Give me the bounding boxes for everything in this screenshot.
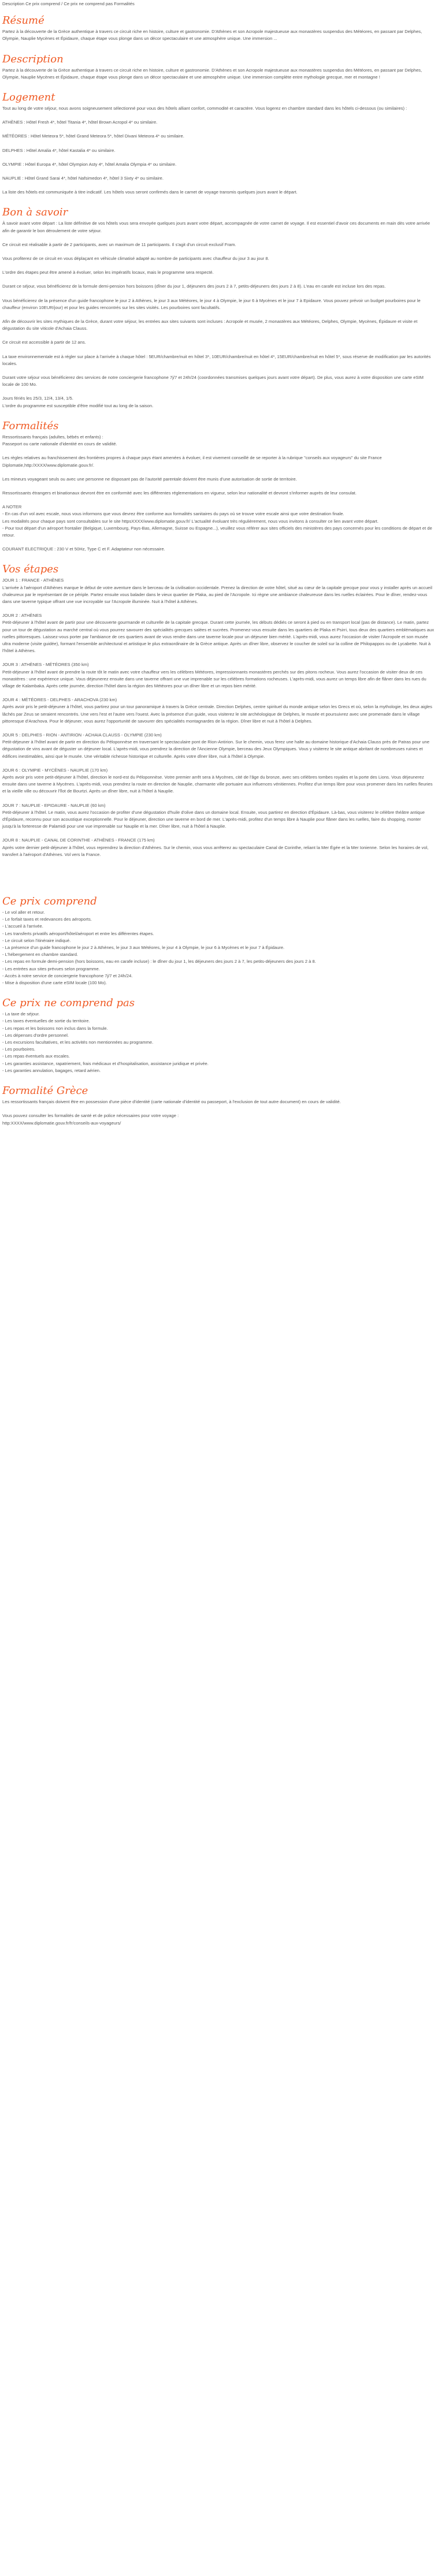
- description-text: Partez à la découverte de la Grèce authentique à travers ce circuit riche en histoire, culture et gastronomie. D'Athènes et son Acropole majestueuse aux monastères suspendus des Météores, en passant par Delphes, Olympie, Nauplie Mycènes et Épidaure, chaque étape vous plonge dans un décor spectaculaire et une atmosphère unique. Une immersion complète entre mythologie grecque, mer et montagne !: [2, 67, 422, 80]
- bon-a-savoir-paragraph-11: Jours fériés les 25/3, 12/4, 13/4, 1/5. L'ordre du programme est susceptible d'être modifié tout au long de la saison.: [2, 396, 154, 408]
- inclusion-item: - Le forfait taxes et redevances des aéroports.: [2, 917, 92, 922]
- itinerary-day-6: [2, 767, 436, 795]
- hotel-olympie: OLYMPIE : Hôtel Europa 4*, hôtel Olympion Asty 4*, hôtel Amalia Olympia 4* ou similaire.: [2, 161, 177, 167]
- hotel-nauplie: NAUPLIE : Hôtel Grand Sarai 4*, hôtel Nafsimedon 4*, hôtel 3 Sixty 4* ou similaire.: [2, 176, 164, 181]
- itinerary-day-2: [2, 612, 436, 654]
- hotel-meteores: MÉTÉORES : Hôtel Meteora 5*, hôtel Grand Meteora 5*, hôtel Divani Meteora 4* ou similaire.: [2, 133, 184, 139]
- etapes-heading: Vos étapes: [2, 563, 59, 576]
- logement-footer: La liste des hôtels est communiquée à titre indicatif. Les hôtels vous seront confirmés dans le carnet de voyage transmis quelques jours avant le départ.: [2, 189, 298, 195]
- logement-section: [2, 91, 436, 196]
- exclusion-item: - Les taxes éventuelles de sortie du territoire.: [2, 1018, 90, 1024]
- formalites-paragraph-6: COURANT ELECTRIQUE : 230 V et 50Hz, Type C et F. Adaptateur non nécessaire.: [2, 546, 165, 552]
- comprend-section: [2, 895, 436, 987]
- inclusion-item: - L'hébergement en chambre standard.: [2, 952, 79, 958]
- etapes-section: [2, 563, 436, 858]
- bon-a-savoir-paragraph-4: L'ordre des étapes peut être amené à évoluer, selon les impératifs locaux, mais le programme sera respecté.: [2, 270, 214, 276]
- formalites-section: [2, 420, 436, 553]
- bon-a-savoir-paragraph-5: Durant ce séjour, vous bénéficierez de la formule demi-pension hors boissons (dîner du jour 1, déjeuners des jours 2 à 7, petits-déjeuners des jours 2 à 8). L'eau en carafe est incluse lors des repas.: [2, 284, 386, 289]
- itinerary-day-5: [2, 732, 436, 760]
- itinerary-day-7: [2, 802, 436, 831]
- bon-a-savoir-section: [2, 206, 436, 409]
- resume-text: Partez à la découverte de la Grèce authentique à travers ce circuit riche en histoire, culture et gastronomie. D'Athènes et son Acropole majestueuse aux monastères suspendus des Météores, en passant par Delphes, Olympie, Nauplie Mycènes et Épidaure, chaque étape vous plonge dans un décor spectaculaire et une atmosphère unique. Une immersion ...: [2, 29, 422, 42]
- exclusion-item: - Les pourboires.: [2, 1047, 35, 1052]
- inclusion-item: - Mise à disposition d'une carte eSIM locale (100 Mo).: [2, 980, 107, 986]
- inclusion-item: - Les repas en formule demi-pension (hors boissons, eau en carafe incluse) : le dîner du jour 1, les déjeuners des jours 2 à 7, les petits-déjeuners des jours 2 à 8.: [2, 959, 316, 965]
- inclusion-item: - Le circuit selon l'itinéraire indiqué.: [2, 937, 71, 943]
- bon-a-savoir-paragraph-6: Vous bénéficierez de la présence d'un guide francophone le jour 2 à Athènes, le jour 3 aux Météores, le jour 4 à Olympie, le jour 6 à Mycènes et le jour 7 à Epidaure. Vous pouvez prévoir un budget pourboires pour le chauffeur (environ 10EUR/jour) et pour les guides rencontrés sur les sites visités. Les pourboires sont facultatifs.: [2, 297, 421, 310]
- resume-section: [2, 14, 436, 42]
- itinerary-day-8: [2, 837, 436, 858]
- itinerary-day-4: [2, 697, 436, 725]
- formalites-paragraph-2: Les règles relatives au franchissement des frontières propres à chaque pays étant amenées à évoluer, il est vivement conseillé de se reporter à la rubrique "conseils aux voyageurs" du site France Diplomatie,http:/XXXX/www.diplomatie.gouv.fr/.: [2, 455, 382, 468]
- description-section: [2, 53, 436, 81]
- day-text: Petit-déjeuner à l'hôtel. Le matin, vous aurez l'occasion de profiter d'une dégustation d'huile d'olive dans un domaine local. Ensuite, vous partirez en direction d'Épidaure. Là-bas, vous visiterez le célèbre théâtre antique d'Épidaure, reconnu pour son acoustique exceptionnelle. Pour le déjeuner, direction une taverne en bord de mer. L'après-midi, profitez d'un temps libre à Nauplie pour flâner dans les ruelles, faire du shopping, monter jusqu'à la forteresse de Palamidi pour une vue imprenable sur Nauplie et la mer. Dîner libre, nuit à l'hôtel à Nauplie.: [2, 809, 425, 829]
- day-text: Après avoir pris votre petit-déjeuner à l'hôtel, direction le nord-est du Péloponnèse. Votre premier arrêt sera à Mycènes, cité de l'âge du bronze, avec ses célèbres tombes royales et la porte des Lions. Vous déjeunerez ensuite dans une taverne à Mycènes. L'après-midi, vous prendrez la route en direction de Nauplie, charmante ville portuaire aux influences vénitiennes. Profitez d'un temps libre pour vous promener dans les ruelles fleuries et la vieille ville ou découvrir l'îlot de Bourtzi. Après un dîner libre, nuit à l'hôtel à Nauplie.: [2, 775, 433, 794]
- itinerary-day-1: [2, 577, 436, 605]
- bon-a-savoir-paragraph-3: Vous profiterez de ce circuit en vous déplaçant en véhicule climatisé adapté au nombre de participants avec chauffeur du jour 3 au jour 8.: [2, 256, 269, 262]
- inclusion-item: - Le vol aller et retour.: [2, 910, 45, 915]
- formalites-paragraph-5: A NOTER - En cas d'un vol avec escale, nous vous informons que vous devrez être conforme aux formalités sanitaires du pays où se trouve votre escale ainsi que votre destination finale. Les modalités pour chaque pays sont consultables sur le site httpsXXXX/www.diplomatie.gouv.fr/ L'actualité évoluant très régulièrement, nous vous invitons à consulter ce lien avant votre départ. - Pour tout départ d'un aéroport frontalier (Belgique, Luxembourg, Pays-Bas, Allemagne, Suisse ou Espagne...), veuillez vous référer aux sites officiels des ministères des pays concernés pour les conditions de départ et de retour.: [2, 504, 432, 538]
- inclusion-item: - Les transferts privatifs aéroport/hôtel/aéroport et entre les différentes étapes.: [2, 930, 154, 936]
- bon-a-savoir-paragraph-8: Ce circuit est accessible à partir de 12 ans.: [2, 340, 86, 345]
- day-text: Petit-déjeuner à l'hôtel avant de partir en direction du Péloponnèse en traversant le spectaculaire pont de Rion-Antirion. Sur le chemin, vous ferez une halte au domaine historique d'Achaia Clauss près de Patras pour une dégustation de vins avant de déguster un déjeuner local. L'après-midi, vous prendrez la direction de l'Ancienne Olympie, berceau des Jeux Olympiques. Vous y visiterez le site antique abritant de nombreuses ruines et édifices inestimables, ainsi que le musée. Une véritable richesse historique et culturelle. Après votre dîner libre, nuit à l'hôtel à Olympie.: [2, 739, 430, 759]
- exclusion-item: - Les garanties assistance, rapatriement, frais médicaux et d'hospitalisation, assistance juridique et privée.: [2, 1060, 209, 1066]
- day-title: JOUR 6 : OLYMPIE - MYCÈNES - NAUPLIE (170 km): [2, 767, 108, 773]
- exclusion-item: - Les excursions facultatives, et les activités non mentionnées au programme.: [2, 1040, 154, 1045]
- day-text: Après avoir pris le petit-déjeuner à l'hôtel, vous partirez pour un tour panoramique à travers la Grèce centrale. Direction Delphes, centre spirituel du monde antique selon les Grecs et où, selon la mythologie, les deux aigles lâchés par Zeus se seraient rencontrés. Une vers l'est et l'autre vers l'ouest. Avec la présence d'un guide, vous visiterez le site archéologique de Delphes, le musée et poursuivrez avec une promenade dans le village pittoresque d'Arachova. Pour le déjeuner, vous aurez l'opportunité de savourer des spécialités montagnardes de la région. Dîner libre et nuit à l'hôtel à Delphes.: [2, 704, 432, 724]
- formalites-paragraph-1: Ressortissants français (adultes, bébés et enfants) : Passeport ou carte nationale d'identité en cours de validité.: [2, 434, 117, 447]
- bon-a-savoir-paragraph-2: Ce circuit est réalisable à partir de 2 participants, avec un maximum de 11 participants. Il s'agit d'un circuit exclusif Fram.: [2, 241, 236, 247]
- inclusion-item: - La présence d'un guide francophone le jour 2 à Athènes, le jour 3 aux Météores, le jour 4 à Olympie, le jour 6 à Mycènes et le jour 7 à Épidaure.: [2, 945, 285, 951]
- day-title: JOUR 3 : ATHÈNES - MÉTÉORES (350 km): [2, 662, 89, 668]
- product-page: [0, 0, 438, 1127]
- day-title: JOUR 4 : MÉTÉORES - DELPHES - ARACHOVA (230 km): [2, 697, 117, 703]
- exclusion-item: - Les garanties annulation, bagages, retard aérien.: [2, 1067, 101, 1073]
- bon-a-savoir-paragraph-7: Afin de découvrir les sites mythiques de la Grèce, durant votre séjour, les entrées aux sites suivants sont incluses : Acropole et musée, 2 monastères aux Météores, Delphes, Olympie, Mycènes, Épidaure et visite et dégustation du site viticole d'Achaia Clauss.: [2, 319, 418, 332]
- inclusion-item: - Accès à notre service de conciergerie francophone 7j/7 et 24h/24.: [2, 973, 133, 978]
- formalites-paragraph-3: Les mineurs voyageant seuls ou avec une personne ne disposant pas de l'autorité parentale doivent être munis d'une autorisation de sortie de territoire.: [2, 476, 297, 482]
- section-nav-note: Description Ce prix comprend / Ce prix ne comprend pas Formalités: [2, 1, 135, 6]
- bon-a-savoir-paragraph-1: À savoir avant votre départ : La liste définitive de vos hôtels vous sera envoyée quelques jours avant votre départ, accompagnée de votre carnet de voyage. Il est essentiel d'avoir ces documents en main dès votre arrivée afin de garantir le bon déroulement de votre séjour.: [2, 221, 430, 233]
- day-text: Petit-déjeuner à l'hôtel avant de prendre la route tôt le matin avec votre chauffeur vers les célèbres Météores, impressionnants monastères perchés sur des pitons rocheux. Vous aurez l'occasion de visiter deux de ces monastères : une expérience unique. Vous déjeunerez ensuite dans une taverne offrant une vue imprenable sur les célèbres formations rocheuses. L'après-midi, vous aurez un temps libre afin de flâner dans les rues du village de Kalambaka. Après cette journée, direction l'hôtel dans la région des Météores pour un dîner libre et un repos bien mérité.: [2, 669, 426, 688]
- day-title: JOUR 2 : ATHÈNES: [2, 613, 42, 619]
- comprend-heading: Ce prix comprend: [2, 895, 97, 908]
- day-text: Petit-déjeuner à l'hôtel avant de partir pour une découverte gourmande et culturelle de la capitale grecque. Durant cette journée, les débuts dédiés ce seront à pied ou en transport local (pas de distance). Le matin, partez pour un tour de dégustation au marché central où vous pourrez savourer des spécialités grecques salées et sucrées. Promenez-vous ensuite dans les quartiers de Plaka et Psirri, tous deux des quartiers emblématiques aux ruelles pittoresques. Laissez-vous porter par l'ambiance de ces quartiers avant de vous rendre dans une taverne locale pour un déjeuner bien mérité. L'après-midi, vous aurez l'occasion de visiter l'Acropole et son musée ultra moderne (visite guidée), formant l'ensemble architectural et artistique le plus extraordinaire de la Grèce antique. Après un dîner libre, observez le coucher de soleil sur la colline de Philopappos ou de Lycabette. Nuit à l'hôtel à Athènes.: [2, 620, 435, 654]
- day-text: Après votre dernier petit-déjeuner à l'hôtel, vous reprendrez la direction d'Athènes. Sur le chemin, vous vous arrêterez au spectaculaire Canal de Corinthe, reliant la Mer Égée et la Mer Ionienne. Selon les horaires de vol, transfert à l'aéroport d'Athènes. Vol vers la France.: [2, 844, 429, 857]
- hotel-athenes: ATHÈNES : Hôtel Fresh 4*, hôtel Titania 4*, hôtel Brown Acropol 4* ou similaire.: [2, 120, 158, 125]
- bon-a-savoir-paragraph-10: Durant votre séjour vous bénéficierez des services de notre conciergerie francophone 7j/7 et 24h/24 (coordonnées transmises quelques jours avant votre départ). De plus, vous aurez à votre disposition une carte eSIM locale de 100 Mo.: [2, 375, 424, 388]
- formalite-pays-section: [2, 1085, 436, 1127]
- ne-comprend-pas-heading: Ce prix ne comprend pas: [2, 997, 135, 1010]
- formalite-pays-paragraph-2: Vous pouvez consulter les formalités de santé et de police nécessaires pour votre voyage : http:XXXX/www.diplomatie.gouv.fr/fr/conseils-aux-voyageurs/: [2, 1113, 179, 1126]
- inclusion-item: - Les entrées aux sites prévues selon programme.: [2, 966, 100, 971]
- logement-intro: Tout au long de votre séjour, nous avons soigneusement sélectionné pour vous des hôtels alliant confort, commodité et caractère. Vous logerez en chambre standard dans les hôtels ci-dessous (ou similaires) :: [2, 106, 407, 111]
- formalite-pays-paragraph-1: Les ressortissants français doivent être en possession d'une pièce d'identité (carte nationale d'identité ou passeport, à l'exclusion de tout autre document) en cours de validité.: [2, 1099, 341, 1105]
- day-title: JOUR 5 : DELPHES - RION - ANTIRION - ACHAIA CLAUSS - OLYMPIE (230 km): [2, 732, 162, 738]
- day-title: JOUR 8 : NAUPLIE - CANAL DE CORINTHE - ATHÈNES - FRANCE (175 km): [2, 837, 155, 843]
- exclusion-item: - Les repas et les boissons non inclus dans la formule.: [2, 1025, 108, 1031]
- description-heading: Description: [2, 53, 64, 65]
- exclusion-item: - Les repas éventuels aux escales.: [2, 1054, 70, 1059]
- bon-a-savoir-heading: Bon à savoir: [2, 206, 68, 219]
- logement-heading: Logement: [2, 91, 55, 104]
- day-text: L'arrivée à l'aéroport d'Athènes marque le début de votre aventure dans le berceau de la civilisation occidentale. Prenez la direction de votre hôtel, situé au cœur de la capitale grecque pour vous y installer après un accueil chaleureux par le représentant de ce périple. Partez ensuite vous balader dans le vieux quartier de Plaka, au pied de l'Acropole. Ici règne une ambiance chaleureuse dans les ruelles éclairées. Pour le dîner, rendez-vous dans une taverne typique offrant une vue incroyable sur l'Acropole illuminée. Nuit à l'hôtel à Athènes.: [2, 585, 432, 604]
- formalite-pays-heading: Formalité Grèce: [2, 1085, 88, 1097]
- itinerary-day-3: [2, 661, 436, 690]
- formalites-heading: Formalités: [2, 419, 59, 432]
- day-title: JOUR 7 : NAUPLIE - EPIDAURE - NAUPLIE (60 km): [2, 802, 106, 808]
- hotel-delphes: DELPHES : Hôtel Amalia 4*, hôtel Kastalia 4* ou similaire.: [2, 147, 116, 153]
- bon-a-savoir-paragraph-9: La taxe environnementale est à régler sur place à l'arrivée à chaque hôtel : 5EUR/chambre/nuit en hôtel 3*, 10EUR/chambre/nuit en hôtel 4*, 15EUR/chambre/nuit en hôtel 5*, sous réserve de modification par les autorités locales.: [2, 353, 431, 366]
- day-title: JOUR 1 : FRANCE - ATHÈNES: [2, 578, 64, 583]
- resume-heading: Résumé: [2, 14, 44, 27]
- inclusion-item: - L'accueil à l'arrivée.: [2, 924, 43, 929]
- exclusion-item: - Les dépenses d'ordre personnel.: [2, 1032, 69, 1038]
- exclusion-item: - La taxe de séjour.: [2, 1011, 40, 1017]
- formalites-paragraph-4: Ressortissants étrangers et binationaux devront être en conformité avec les différentes réglementations en vigueur, selon leur nationalité et devront s'informer auprès de leur consulat.: [2, 490, 357, 496]
- ne-comprend-pas-section: [2, 997, 436, 1074]
